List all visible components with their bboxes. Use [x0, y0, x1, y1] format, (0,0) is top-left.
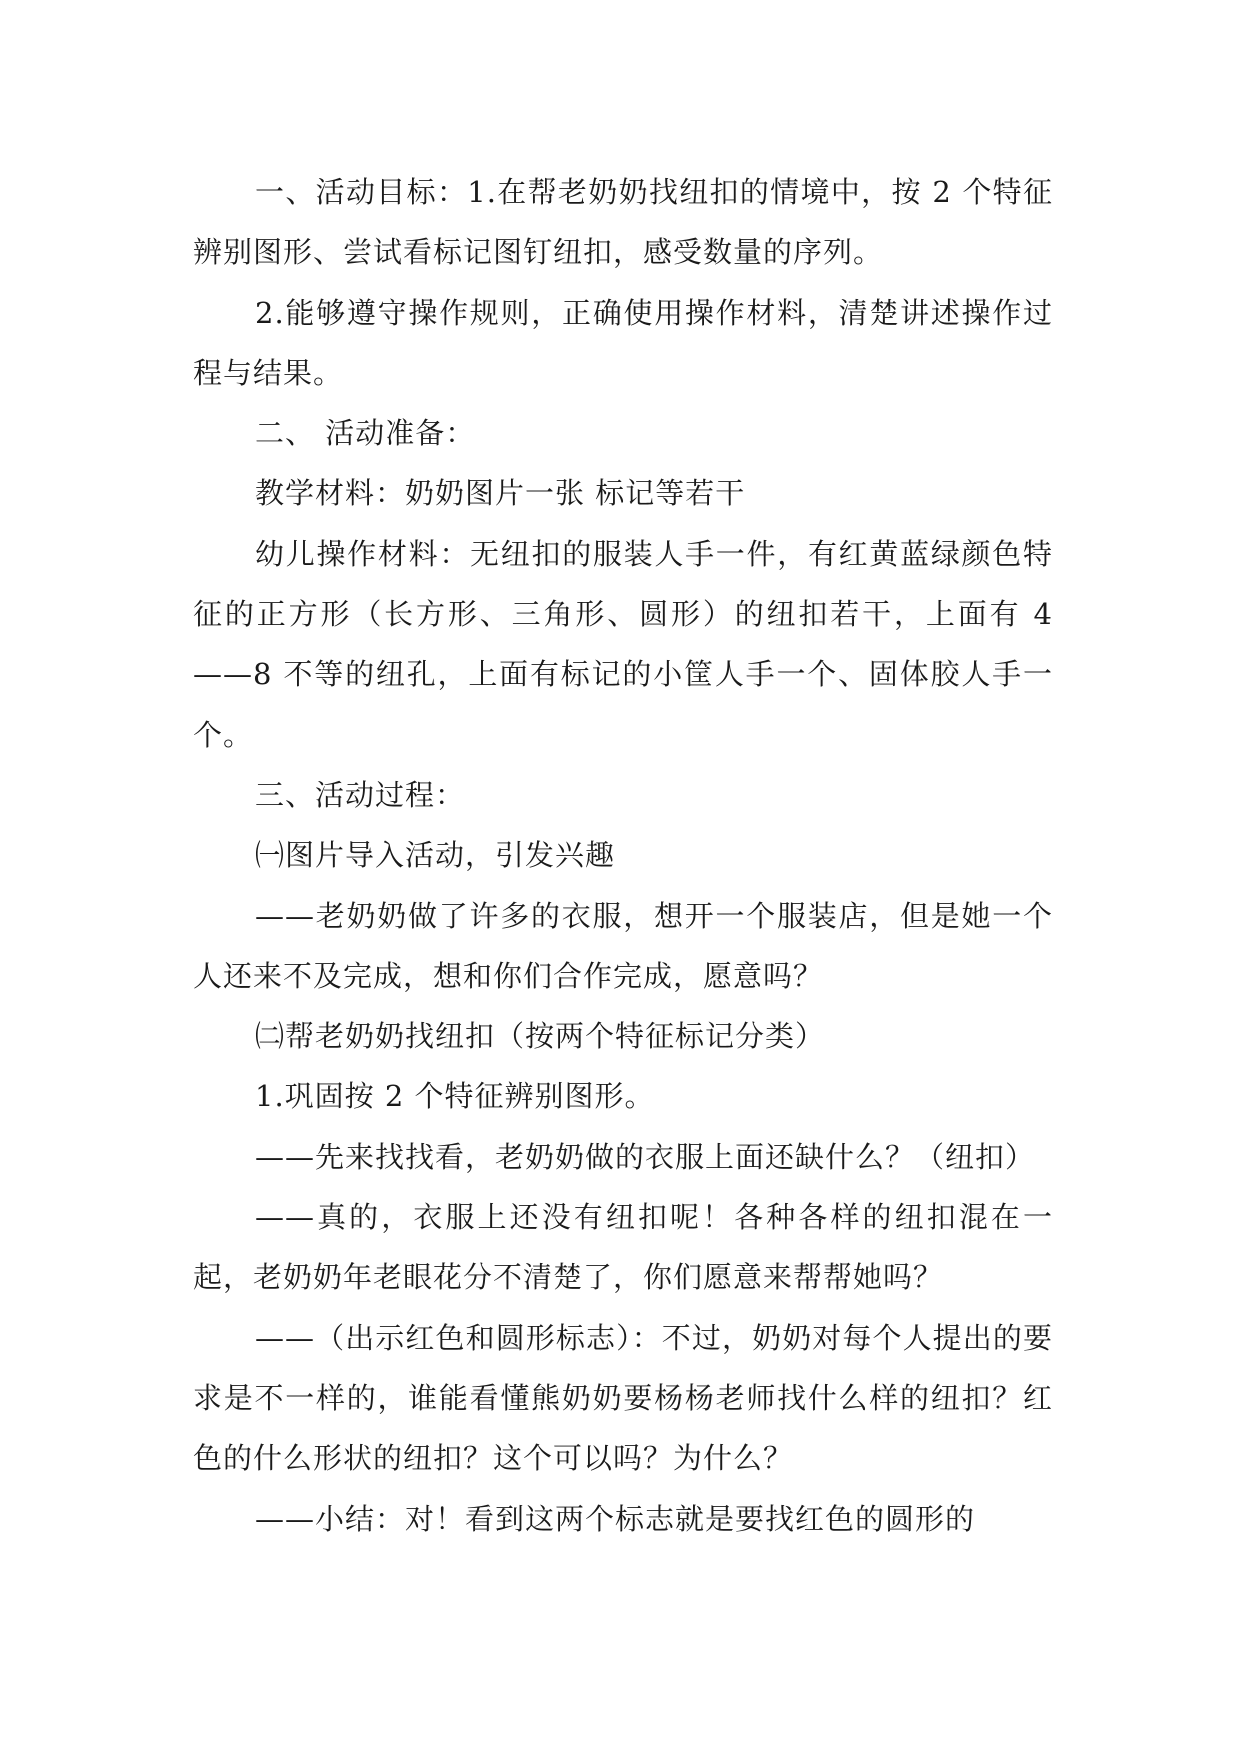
subheading-find-buttons: ㈡帮老奶奶找纽扣（按两个特征标记分类）: [255, 1019, 826, 1054]
paragraph-dialogue-4: ——（出示红色和圆形标志）：不过，奶奶对每个人提出的要求是不一样的，谁能看懂熊奶奶要杨杨老师找什么样的纽扣？红色的什么形状的纽扣？这个可以吗？为什么？: [193, 1320, 1053, 1476]
paragraph-dialogue-3: ——真的，衣服上还没有纽扣呢！各种各样的纽扣混在一起，老奶奶年老眼花分不清楚了，你们愿意来帮帮她吗？: [193, 1200, 1053, 1295]
paragraph-dialogue-2: ——先来找找看，老奶奶做的衣服上面还缺什么？（纽扣）: [255, 1139, 1036, 1174]
heading-activity-preparation: 二、 活动准备：: [255, 416, 476, 451]
subheading-picture-intro: ㈠图片导入活动，引发兴趣: [255, 838, 616, 873]
paragraph-dialogue-1: ——老奶奶做了许多的衣服，想开一个服装店，但是她一个人还来不及完成，想和你们合作完成，愿意吗？: [193, 898, 1053, 993]
paragraph-summary: ——小结：对！看到这两个标志就是要找红色的圆形的: [255, 1501, 976, 1536]
paragraph-child-materials: 幼儿操作材料：无纽扣的服装人手一件，有红黄蓝绿颜色特征的正方形（长方形、三角形、圆形）的纽扣若干，上面有 4——8 不等的纽孔，上面有标记的小筐人手一个、固体胶人手一个。: [193, 536, 1053, 752]
document-body: [193, 162, 1053, 1549]
heading-activity-process: 三、活动过程：: [255, 777, 466, 812]
paragraph-activity-goals-1: 一、活动目标：1.在帮老奶奶找纽扣的情境中，按 2 个特征辨别图形、尝试看标记图钉纽扣，感受数量的序列。: [193, 175, 1053, 270]
paragraph-activity-goals-2: 2.能够遵守操作规则，正确使用操作材料，清楚讲述操作过程与结果。: [193, 295, 1053, 390]
paragraph-teaching-materials: 教学材料：奶奶图片一张 标记等若干: [255, 476, 746, 511]
paragraph-step-1: 1.巩固按 2 个特征辨别图形。: [255, 1079, 655, 1114]
